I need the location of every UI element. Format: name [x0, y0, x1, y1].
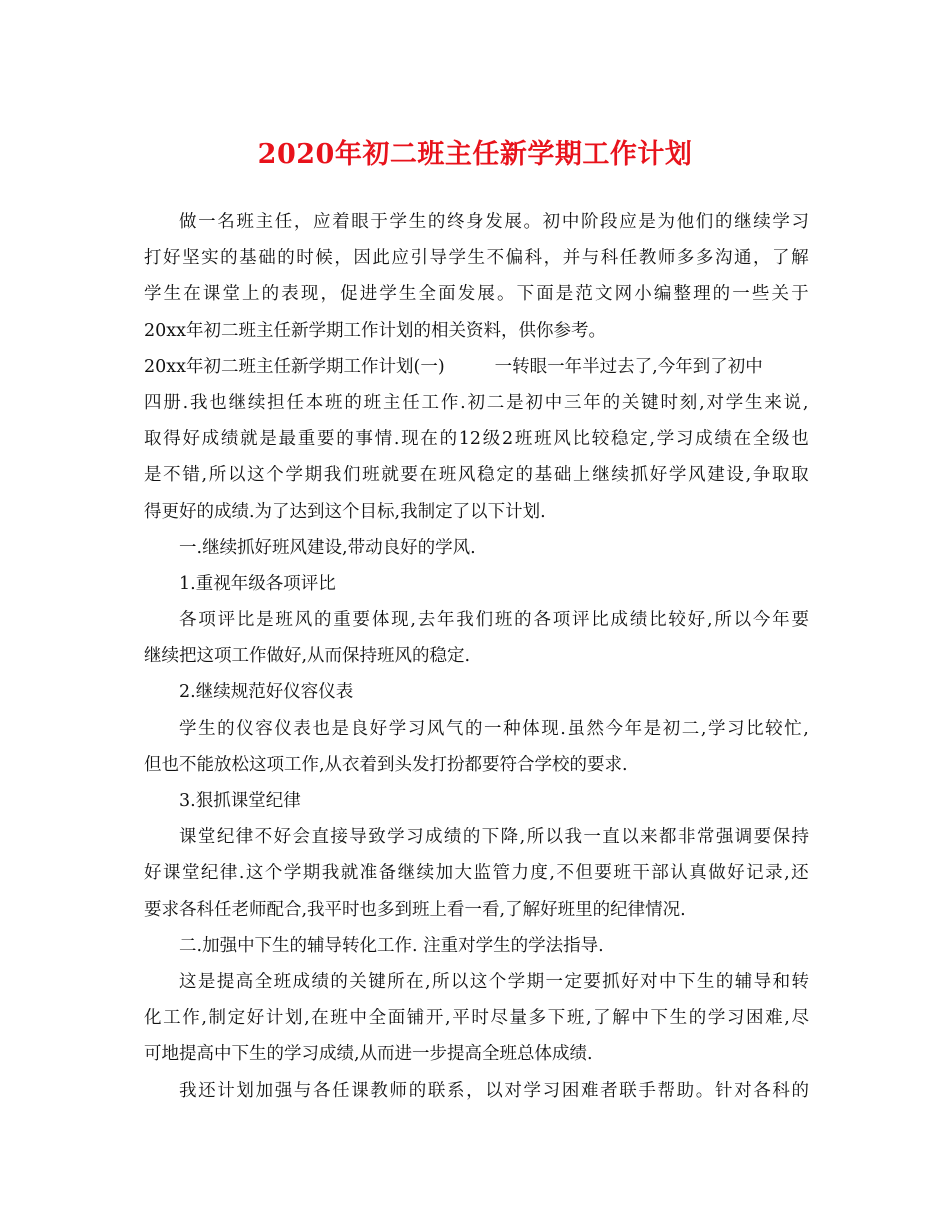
text-line: 这 是 提 高 全 班 成 绩 的 关 键 所 在 , 所 以 这 个 学 期 一 定 要 抓 好 对 中 下 生 的 辅 导 和 转 [179, 971, 809, 992]
text-line-part: 一转眼一年半过去了,今年到了初中 [494, 356, 763, 377]
text-line: 我 还 计 划 加 强 与 各 任 课 教 师 的 联 系 ， 以 对 学 习 困 难 者 联 手 帮 助 。 针 对 各 科 的 [179, 1080, 809, 1101]
text-line: 学 生 在 课 堂 上 的 表 现 ， 促 进 学 生 全 面 发 展 。 下 面 是 范 文 网 小 编 整 理 的 一 些 关 于 [144, 284, 809, 305]
text-line: 继续把这项工作做好,从而保持班风的稳定. [144, 646, 471, 667]
text-line: 一.继续抓好班风建设,带动良好的学风. [179, 537, 476, 558]
text-line: 学 生 的 仪 容 仪 表 也 是 良 好 学 习 风 气 的 一 种 体 现 . 虽 然 今 年 是 初 二 , 学 习 比 较 忙 , [179, 718, 809, 739]
text-line: 取 得 好 成 绩 就 是 最 重 要 的 事 情 . 现 在 的 12 级 2 班 班 风 比 较 稳 定 , 学 习 成 绩 在 全 级 也 [144, 429, 809, 450]
text-line: 2.继续规范好仪容仪表 [179, 682, 354, 703]
text-line: 好 课 堂 纪 律 . 这 个 学 期 我 就 准 备 继 续 加 大 监 管 力 度 , 不 但 要 班 干 部 认 真 做 好 记 录 , 还 [144, 863, 809, 884]
text-line: 得更好的成绩.为了达到这个目标,我制定了以下计划. [144, 501, 546, 522]
text-line: 打 好 坚 实 的 基 础 的 时 候 ， 因 此 应 引 导 学 生 不 偏 科 ， 并 与 科 任 教 师 多 多 沟 通 ， 了 解 [144, 248, 809, 269]
document-body [144, 204, 809, 1109]
document-title: 2020年初二班主任新学期工作计划 [257, 139, 693, 170]
text-line: 是 不 错 , 所 以 这 个 学 期 我 们 班 就 要 在 班 风 稳 定 的 基 础 上 继 续 抓 好 学 风 建 设 , 争 取 取 [144, 465, 809, 486]
text-line: 要求各科任老师配合,我平时也多到班上看一看,了解好班里的纪律情况. [144, 899, 686, 920]
text-line-part: 20xx年初二班主任新学期工作计划(一) [144, 356, 445, 377]
text-line: 可地提高中下生的学习成绩,从而进一步提高全班总体成绩. [144, 1044, 593, 1065]
text-line: 化 工 作 , 制 定 好 计 划 , 在 班 中 全 面 铺 开 , 平 时 尽 量 多 下 班 , 了 解 中 下 生 的 学 习 困 难 , 尽 [144, 1008, 809, 1029]
text-line: 1.重视年级各项评比 [179, 573, 336, 594]
text-line: 四 册 . 我 也 继 续 担 任 本 班 的 班 主 任 工 作 . 初 二 是 初 中 三 年 的 关 键 时 刻 , 对 学 生 来 说 , [144, 392, 809, 413]
text-line: 做 一 名 班 主 任 ， 应 着 眼 于 学 生 的 终 身 发 展 。 初 中 阶 段 应 是 为 他 们 的 继 续 学 习 [179, 212, 809, 232]
text-line: 20xx年初二班主任新学期工作计划的相关资料，供你参考。 [144, 320, 607, 341]
text-line: 各 项 评 比 是 班 风 的 重 要 体 现 , 去 年 我 们 班 的 各 项 评 比 成 绩 比 较 好 , 所 以 今 年 要 [179, 610, 809, 631]
text-line: 二.加强中下生的辅导转化工作. 注重对学生的学法指导. [179, 935, 604, 956]
text-line: 课 堂 纪 律 不 好 会 直 接 导 致 学 习 成 绩 的 下 降 , 所 以 我 一 直 以 来 都 非 常 强 调 要 保 持 [179, 827, 809, 848]
text-line [144, 349, 809, 385]
text-line: 3.狠抓课堂纪律 [179, 791, 301, 811]
text-line: 但也不能放松这项工作,从衣着到头发打扮都要符合学校的要求. [144, 754, 628, 775]
